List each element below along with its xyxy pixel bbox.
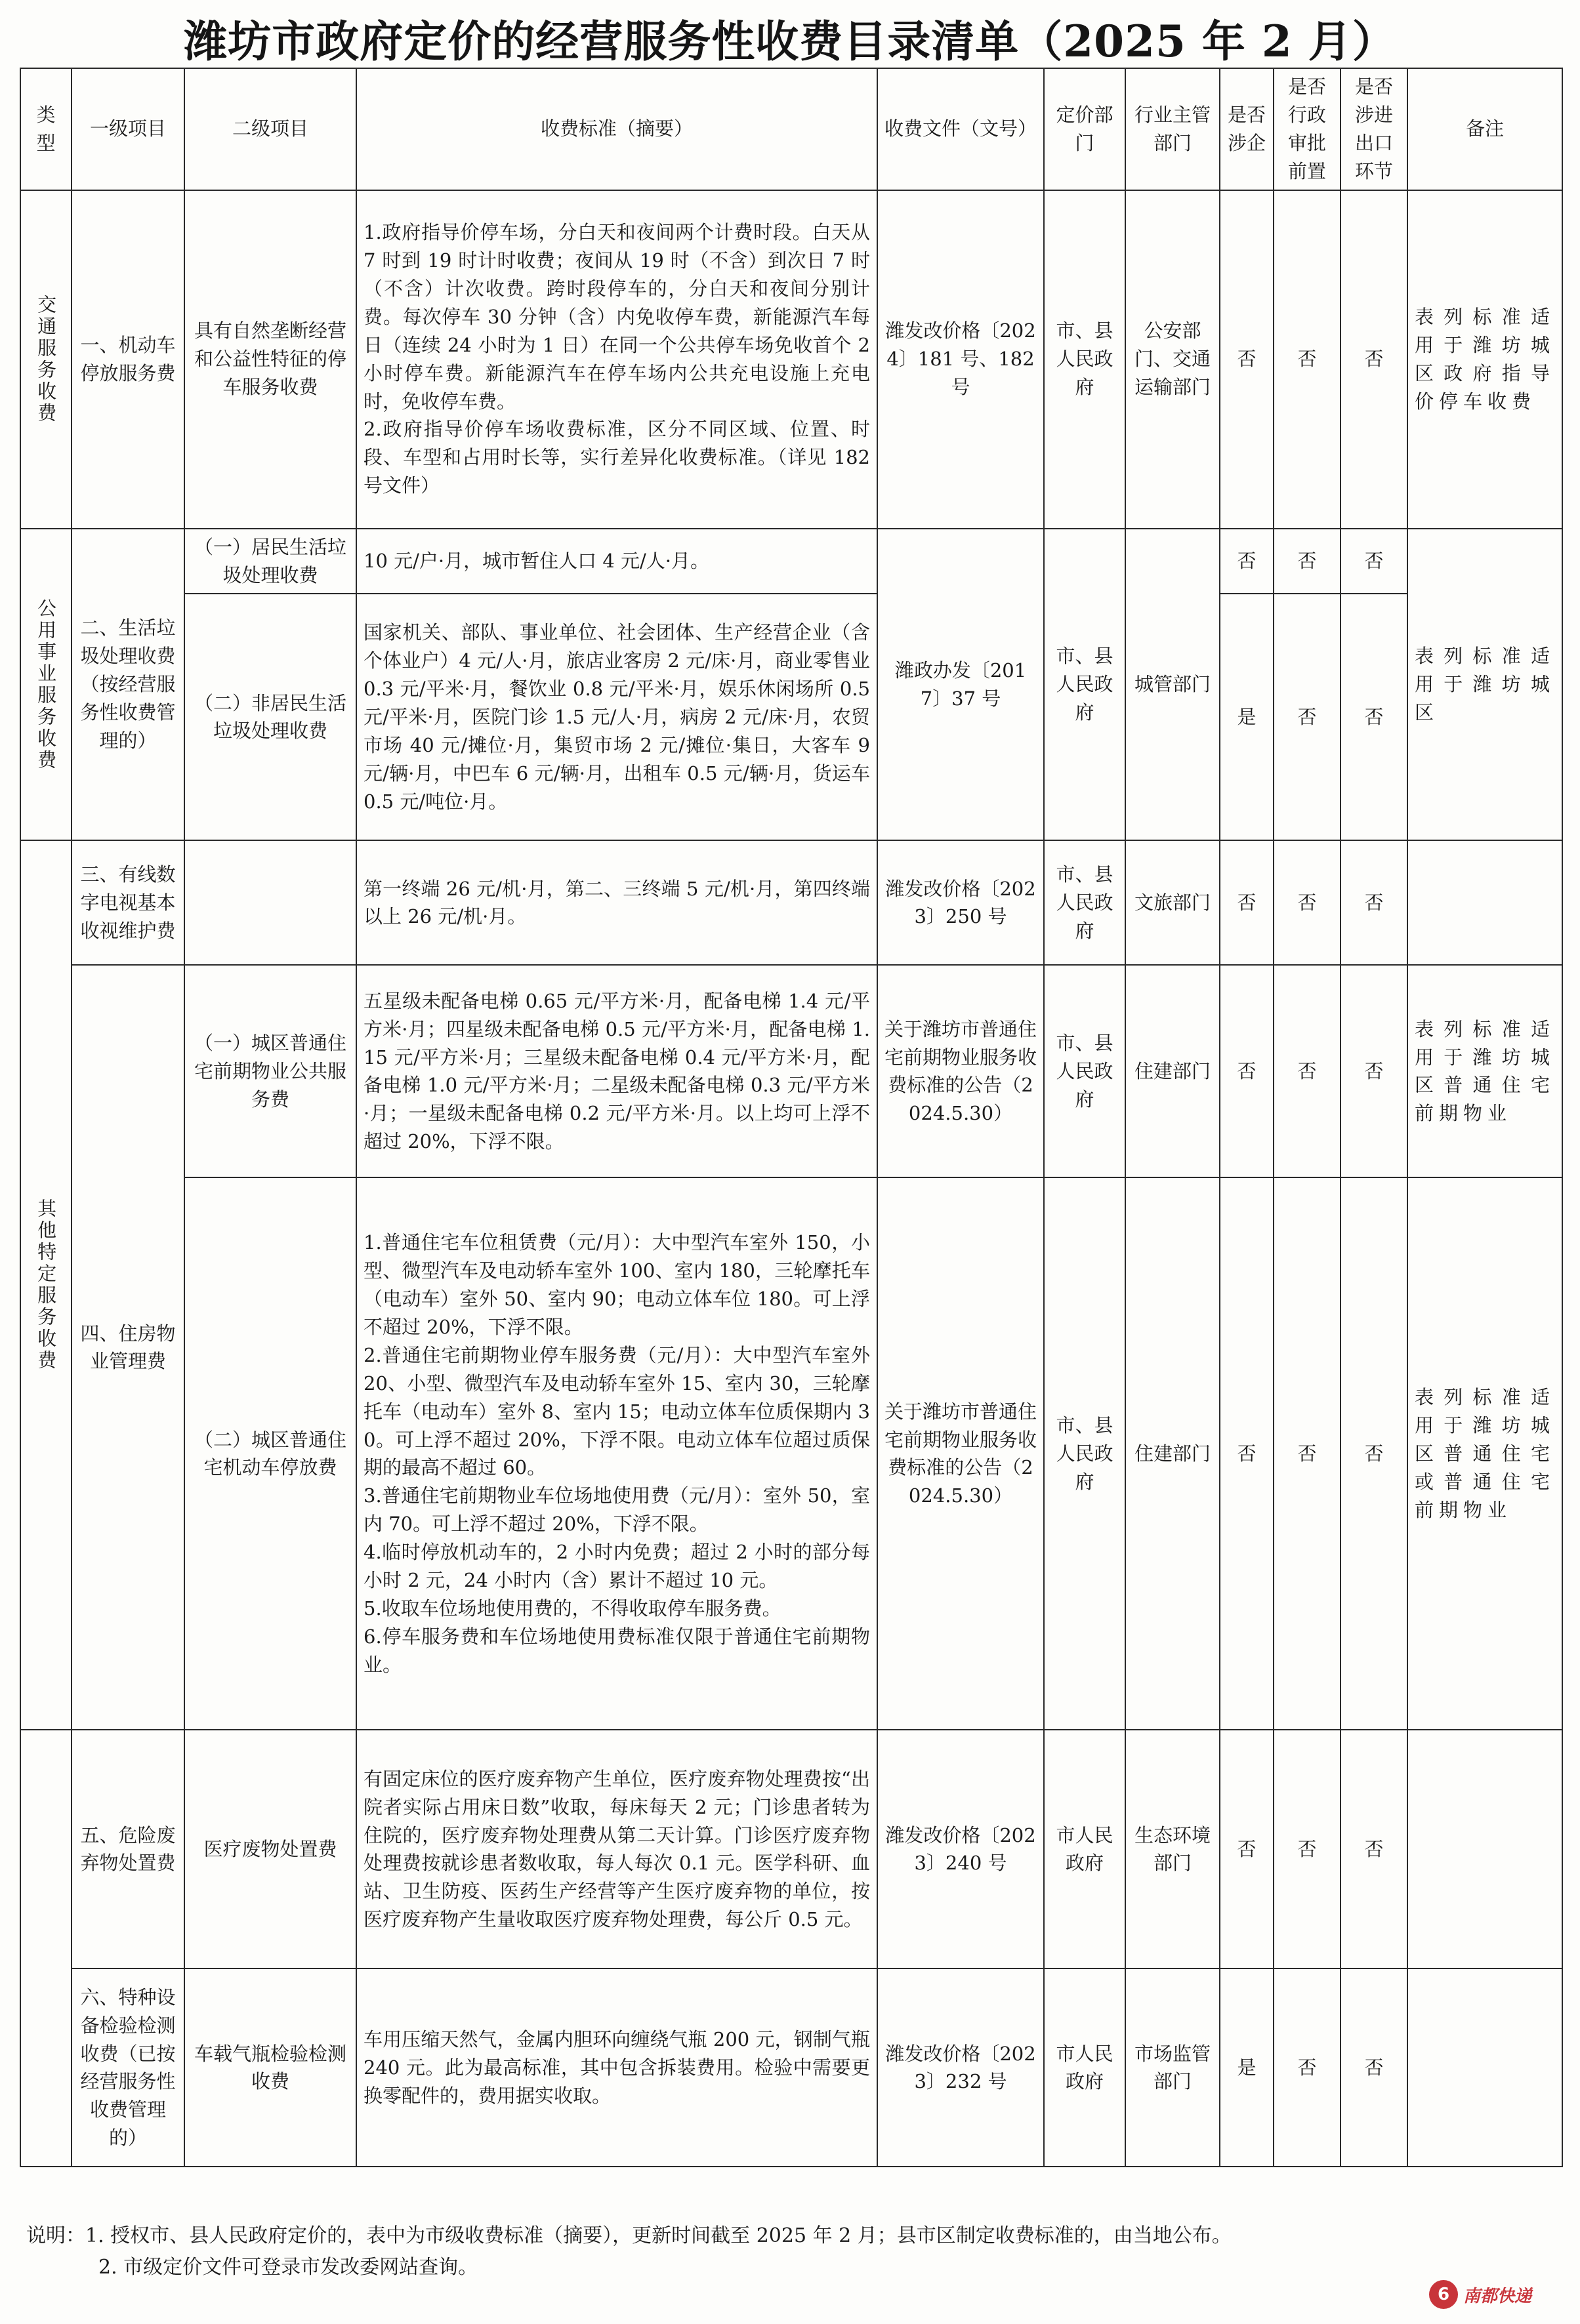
header-remark: 备注 [1407, 68, 1562, 190]
importexport-cell: 否 [1341, 1730, 1407, 1968]
authority-cell: 住建部门 [1125, 965, 1220, 1177]
dept-cell: 市、县人民政府 [1044, 965, 1125, 1177]
page-title: 潍坊市政府定价的经营服务性收费目录清单（2025 年 2 月） [184, 16, 1396, 67]
standard-cell: 10 元/户·月，城市暂住人口 4 元/人·月。 [356, 529, 877, 594]
enterprise-cell: 否 [1220, 190, 1274, 529]
level1-cell: 六、特种设备检验检测收费（已按经营服务性收费管理的） [72, 1968, 184, 2167]
footer-note-1: 说明：1. 授权市、县人民政府定价的，表中为市级收费标准（摘要），更新时间截至 2025 年 2 月；县市区制定收费标准的，由当地公布。 [26, 2224, 1232, 2247]
type-cell-empty [20, 1730, 72, 2167]
remark-cell: 表列标准适用于潍坊城区政府指导价停车收费 [1407, 190, 1562, 529]
remark-cell [1407, 1968, 1562, 2167]
dept-cell: 市人民政府 [1044, 1730, 1125, 1968]
type-label: 交通服务收费 [35, 294, 58, 424]
approval-cell: 否 [1274, 1730, 1341, 1968]
doc-cell: 潍发改价格〔2023〕240 号 [877, 1730, 1044, 1968]
level2-cell: 医疗废物处置费 [184, 1730, 356, 1968]
doc-cell: 潍发改价格〔2023〕232 号 [877, 1968, 1044, 2167]
authority-cell: 市场监管部门 [1125, 1968, 1220, 2167]
table-row-garbage-residential [20, 529, 1562, 594]
importexport-cell: 否 [1341, 1968, 1407, 2167]
level2-cell [184, 840, 356, 965]
level1-cell: 五、危险废弃物处置费 [72, 1730, 184, 1968]
approval-cell: 否 [1274, 1177, 1341, 1730]
level2-cell: 具有自然垄断经营和公益性特征的停车服务收费 [184, 190, 356, 529]
importexport-cell: 否 [1341, 190, 1407, 529]
type-cell [20, 840, 72, 1730]
importexport-cell: 否 [1341, 594, 1407, 840]
level1-cell: 三、有线数字电视基本收视维护费 [72, 840, 184, 965]
doc-cell: 关于潍坊市普通住宅前期物业服务收费标准的公告（2024.5.30） [877, 965, 1044, 1177]
approval-cell: 否 [1274, 190, 1341, 529]
approval-cell: 否 [1274, 840, 1341, 965]
enterprise-cell: 否 [1220, 1177, 1274, 1730]
enterprise-cell: 是 [1220, 1968, 1274, 2167]
doc-cell: 潍发改价格〔2024〕181 号、182 号 [877, 190, 1044, 529]
remark-cell [1407, 840, 1562, 965]
doc-cell: 关于潍坊市普通住宅前期物业服务收费标准的公告（2024.5.30） [877, 1177, 1044, 1730]
standard-cell: 1.普通住宅车位租赁费（元/月）：大中型汽车室外 150，小型、微型汽车及电动轿车室外 100、室内 180，三轮摩托车（电动车）室外 50、室内 90；电动立体车位 180。可上浮不超过 20%，下浮不限。 2.普通住宅前期物业停车服务费（元/月）：大中型汽车室外 20、小型、微型汽车及电动轿车室外 15、室内 30，三轮摩托车（电动车）室外 8、室内 15；电动立体车位质保期内 30。可上浮不超过 20%，下浮不限。电动立体车位超过质保期的最高不超过 60。 3.普通住宅前期物业车位场地使用费（元/月）：室外 50，室内 70。可上浮不超过 20%，下浮不限。 4.临时停放机动车的，2 小时内免费；超过 2 小时的部分每小时 2 元，24 小时内（含）累计不超过 10 元。 5.收取车位场地使用费的，不得收取停车服务费。 6.停车服务费和车位场地使用费标准仅限于普通住宅前期物业。 [356, 1177, 877, 1730]
standard-cell: 五星级未配备电梯 0.65 元/平方米·月，配备电梯 1.4 元/平方米·月；四星级未配备电梯 0.5 元/平方米·月，配备电梯 1.15 元/平方米·月；三星级未配备电梯 0.4 元/平方米·月，配备电梯 1.0 元/平方米·月；二星级未配备电梯 0.3 元/平方米·月；一星级未配备电梯 0.2 元/平方米·月。以上均可上浮不超过 20%，下浮不限。 [356, 965, 877, 1177]
authority-cell: 城管部门 [1125, 529, 1220, 841]
level2-cell: （一）居民生活垃圾处理收费 [184, 529, 356, 594]
dept-cell: 市、县人民政府 [1044, 190, 1125, 529]
watermark-logo [1429, 2276, 1560, 2313]
header-level1: 一级项目 [72, 68, 184, 190]
header-authority: 行业主管部门 [1125, 68, 1220, 190]
header-type: 类型 [20, 68, 72, 190]
enterprise-cell: 否 [1220, 965, 1274, 1177]
importexport-cell: 否 [1341, 965, 1407, 1177]
enterprise-cell: 否 [1220, 840, 1274, 965]
header-enterprise: 是否涉企 [1220, 68, 1274, 190]
table-row-garbage-nonresidential [20, 594, 1562, 840]
level1-cell: 四、住房物业管理费 [72, 965, 184, 1730]
importexport-cell: 否 [1341, 1177, 1407, 1730]
dept-cell: 市、县人民政府 [1044, 1177, 1125, 1730]
authority-cell: 住建部门 [1125, 1177, 1220, 1730]
type-cell [20, 190, 72, 529]
type-label: 其他特定服务收费 [35, 1198, 58, 1372]
footer-notes [26, 2220, 1555, 2283]
logo-icon: 6 [1429, 2280, 1458, 2309]
remark-cell: 表列标准适用于潍坊城区 [1407, 529, 1562, 841]
authority-cell: 公安部门、交通运输部门 [1125, 190, 1220, 529]
enterprise-cell: 否 [1220, 1730, 1274, 1968]
dept-cell: 市、县人民政府 [1044, 840, 1125, 965]
level2-cell: （二）城区普通住宅机动车停放费 [184, 1177, 356, 1730]
header-approval: 是否行政审批前置 [1274, 68, 1341, 190]
logo-text: 南都快递 [1463, 2286, 1532, 2306]
level1-cell: 一、机动车停放服务费 [72, 190, 184, 529]
table-row-property-public [20, 965, 1562, 1177]
approval-cell: 否 [1274, 1968, 1341, 2167]
remark-cell [1407, 1730, 1562, 1968]
header-standard: 收费标准（摘要） [356, 68, 877, 190]
fee-catalog-table [20, 68, 1563, 2167]
header-level2: 二级项目 [184, 68, 356, 190]
remark-cell: 表列标准适用于潍坊城区普通住宅或普通住宅前期物业 [1407, 1177, 1562, 1730]
table-row-medical-waste [20, 1730, 1562, 1968]
table-row-parking [20, 190, 1562, 529]
dept-cell: 市人民政府 [1044, 1968, 1125, 2167]
level1-cell: 二、生活垃圾处理收费（按经营服务性收费管理的） [72, 529, 184, 841]
header-importexport: 是否涉进出口环节 [1341, 68, 1407, 190]
dept-cell: 市、县人民政府 [1044, 529, 1125, 841]
header-dept: 定价部门 [1044, 68, 1125, 190]
table-row-cabletv [20, 840, 1562, 965]
table-row-property-parking [20, 1177, 1562, 1730]
level2-cell: （二）非居民生活垃圾处理收费 [184, 594, 356, 840]
standard-cell: 1.政府指导价停车场，分白天和夜间两个计费时段。白天从 7 时到 19 时计时收费；夜间从 19 时（不含）到次日 7 时（不含）计次收费。跨时段停车的，分白天和夜间分别计费。每次停车 30 分钟（含）内免收停车费，新能源汽车每日（连续 24 小时为 1 日）在同一个公共停车场免收首个 2 小时停车费。新能源汽车在停车场内公共充电设施上充电时，免收停车费。 2.政府指导价停车场收费标准，区分不同区域、位置、时段、车型和占用时长等，实行差异化收费标准。（详见 182 号文件） [356, 190, 877, 529]
importexport-cell: 否 [1341, 529, 1407, 594]
header-row [20, 68, 1562, 190]
doc-cell: 潍发改价格〔2023〕250 号 [877, 840, 1044, 965]
type-cell [20, 529, 72, 841]
approval-cell: 否 [1274, 529, 1341, 594]
authority-cell: 文旅部门 [1125, 840, 1220, 965]
standard-cell: 车用压缩天然气，金属内胆环向缠绕气瓶 200 元，钢制气瓶 240 元。此为最高标准，其中包含拆装费用。检验中需要更换零配件的，费用据实收取。 [356, 1968, 877, 2167]
importexport-cell: 否 [1341, 840, 1407, 965]
level2-cell: 车载气瓶检验检测收费 [184, 1968, 356, 2167]
level2-cell: （一）城区普通住宅前期物业公共服务费 [184, 965, 356, 1177]
standard-cell: 有固定床位的医疗废弃物产生单位，医疗废弃物处理费按“出院者实际占用床日数”收取，每床每天 2 元；门诊患者转为住院的，医疗废弃物处理费从第二天计算。门诊医疗废弃物处理费按就诊患者数收取，每人每次 0.1 元。医学科研、血站、卫生防疫、医药生产经营等产生医疗废弃物的单位，按医疗废弃物产生量收取医疗废弃物处理费，每公斤 0.5 元。 [356, 1730, 877, 1968]
standard-cell: 第一终端 26 元/机·月，第二、三终端 5 元/机·月，第四终端以上 26 元/机·月。 [356, 840, 877, 965]
footer-note-2: 2. 市级定价文件可登录市发改委网站查询。 [98, 2256, 478, 2279]
doc-cell: 潍政办发〔2017〕37 号 [877, 529, 1044, 841]
header-doc: 收费文件（文号） [877, 68, 1044, 190]
table-row-gas-cylinder [20, 1968, 1562, 2167]
enterprise-cell: 是 [1220, 594, 1274, 840]
type-label: 公用事业服务收费 [35, 598, 58, 771]
remark-cell: 表列标准适用于潍坊城区普通住宅前期物业 [1407, 965, 1562, 1177]
enterprise-cell: 否 [1220, 529, 1274, 594]
approval-cell: 否 [1274, 965, 1341, 1177]
standard-cell: 国家机关、部队、事业单位、社会团体、生产经营企业（含个体业户）4 元/人·月，旅店业客房 2 元/床·月，商业零售业 0.3 元/平米·月，餐饮业 0.8 元/平米·月，娱乐休闲场所 0.5 元/平米·月，医院门诊 1.5 元/人·月，病房 2 元/床·月，农贸市场 40 元/摊位·月，集贸市场 2 元/摊位·集日，大客车 9 元/辆·月，中巴车 6 元/辆·月，出租车 0.5 元/辆·月，货运车 0.5 元/吨位·月。 [356, 594, 877, 840]
authority-cell: 生态环境部门 [1125, 1730, 1220, 1968]
approval-cell: 否 [1274, 594, 1341, 840]
